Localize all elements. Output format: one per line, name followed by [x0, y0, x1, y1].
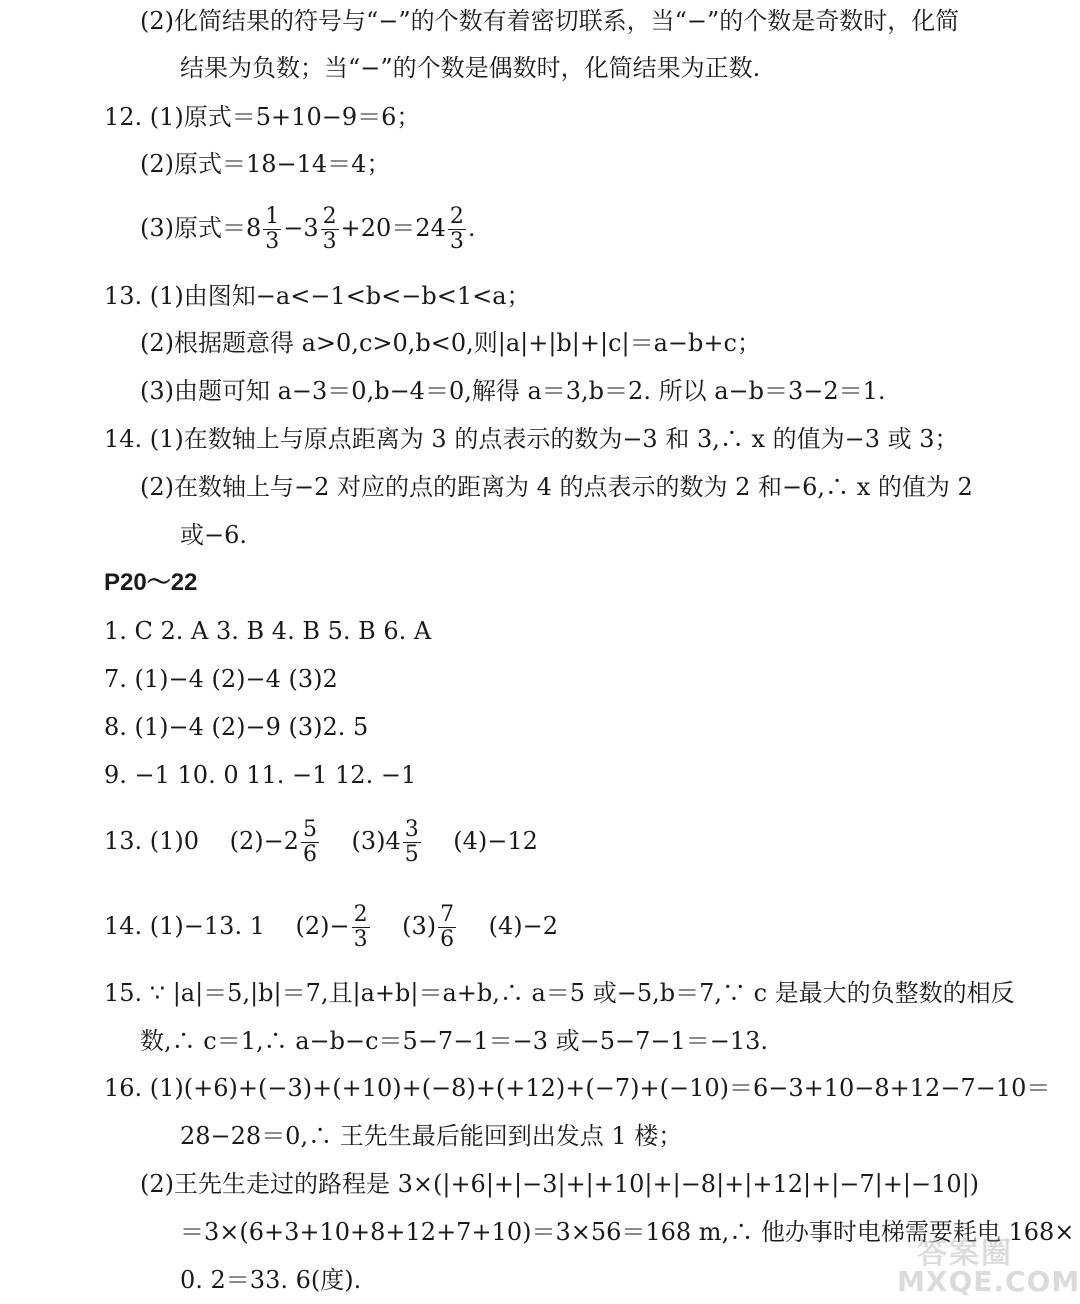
- fraction-denominator: 3: [265, 229, 280, 254]
- q12-part3-text: +20＝24: [340, 214, 446, 242]
- answer-13-text: (3)4: [320, 827, 401, 855]
- fraction-numerator: 2: [449, 204, 464, 229]
- answer-14-text: 14. (1)−13. 1 (2)−: [104, 912, 350, 940]
- q13-part2: (2)根据题意得 a>0,c>0,b<0,则|a|+|b|+|c|＝a−b+c；: [140, 329, 761, 357]
- watermark-text: 答案圈: [917, 1236, 1013, 1271]
- fraction-numerator: 1: [265, 204, 280, 229]
- fraction: [403, 818, 421, 867]
- fraction-numerator: 5: [302, 817, 317, 842]
- answer-14-text: (4)−2: [458, 912, 558, 940]
- q13-part3: (3)由题可知 a−3＝0,b−4＝0,解得 a＝3,b＝2. 所以 a−b＝3−2＝1.: [140, 377, 886, 405]
- watermark-logo: [897, 1228, 1080, 1298]
- answer-7: 7. (1)−4 (2)−4 (3)2: [104, 665, 338, 693]
- fraction: [263, 205, 281, 254]
- fraction-numerator: 2: [322, 204, 337, 229]
- fraction-denominator: 3: [353, 927, 368, 952]
- answer-13-text: (4)−12: [422, 827, 538, 855]
- answer-16-line3: (2)王先生走过的路程是 3×(|+6|+|−3|+|+10|+|−8|+|+12|+|−7|+|−10|): [140, 1170, 980, 1198]
- fraction: [438, 903, 456, 952]
- q14-part1: 14. (1)在数轴上与原点距离为 3 的点表示的数为−3 和 3,∴ x 的值为−3 或 3；: [104, 425, 959, 453]
- fraction-denominator: 3: [322, 229, 337, 254]
- q11-part2-line1: (2)化简结果的符号与“−”的个数有着密切联系，当“−”的个数是奇数时，化简: [140, 7, 960, 35]
- fraction-denominator: 5: [404, 842, 419, 867]
- fraction-denominator: 6: [302, 842, 317, 867]
- answer-16-line4: ＝3×(6+3+10+8+12+7+10)＝3×56＝168 m,∴ 他办事时电梯需要耗电 168×: [180, 1218, 1075, 1246]
- answer-16-line1: 16. (1)(+6)+(−3)+(+10)+(−8)+(+12)+(−7)+(−10)＝6−3+10−8+12−7−10＝: [104, 1074, 1051, 1102]
- fraction: [301, 818, 319, 867]
- fraction: [321, 205, 339, 254]
- q12-part3-prefix: (3)原式＝8: [140, 214, 262, 242]
- answer-14-text: (3): [371, 912, 437, 940]
- q12-part1: 12. (1)原式＝5+10−9＝6；: [104, 103, 421, 131]
- fraction-numerator: 7: [440, 902, 455, 927]
- q12-part2: (2)原式＝18−14＝4；: [140, 150, 391, 178]
- answer-13: [104, 811, 538, 871]
- fraction-numerator: 3: [404, 817, 419, 842]
- answer-8: 8. (1)−4 (2)−9 (3)2. 5: [104, 713, 369, 741]
- section-heading: P20～22: [104, 569, 198, 596]
- q13-part1: 13. (1)由图知−a<−1<b<−b<1<a；: [104, 282, 531, 310]
- answers-1-6: 1. C 2. A 3. B 4. B 5. B 6. A: [104, 617, 432, 645]
- q14-part2-line1: (2)在数轴上与−2 对应的点的距离为 4 的点表示的数为 2 和−6,∴ x 的值为 2: [140, 473, 973, 501]
- fraction-numerator: 2: [353, 902, 368, 927]
- fraction-denominator: 3: [449, 229, 464, 254]
- fraction-denominator: 6: [440, 927, 455, 952]
- answers-9-12: 9. −1 10. 0 11. −1 12. −1: [104, 761, 417, 789]
- answer-15-line1: 15. ∵ |a|＝5,|b|＝7,且|a+b|＝a+b,∴ a＝5 或−5,b＝7,∵ c 是最大的负整数的相反: [104, 979, 1015, 1007]
- watermark-url: MXQE.COM: [897, 1265, 1080, 1298]
- answer-13-text: 13. (1)0 (2)−2: [104, 827, 299, 855]
- q11-part2-line2: 结果为负数；当“−”的个数是偶数时，化简结果为正数.: [180, 54, 761, 82]
- fraction: [352, 903, 370, 952]
- q12-part3-suffix: .: [467, 214, 476, 242]
- q12-part3: [140, 198, 475, 258]
- answer-16-line2: 28−28＝0,∴ 王先生最后能回到出发点 1 楼；: [180, 1122, 683, 1150]
- q12-part3-text: −3: [283, 214, 319, 242]
- q14-part2-line2: 或−6.: [180, 521, 248, 549]
- fraction: [448, 205, 466, 254]
- answer-16-line5: 0. 2＝33. 6(度).: [180, 1266, 362, 1294]
- answer-14: [104, 896, 558, 956]
- answer-15-line2: 数,∴ c＝1,∴ a−b−c＝5−7−1＝−3 或−5−7−1＝−13.: [140, 1027, 769, 1055]
